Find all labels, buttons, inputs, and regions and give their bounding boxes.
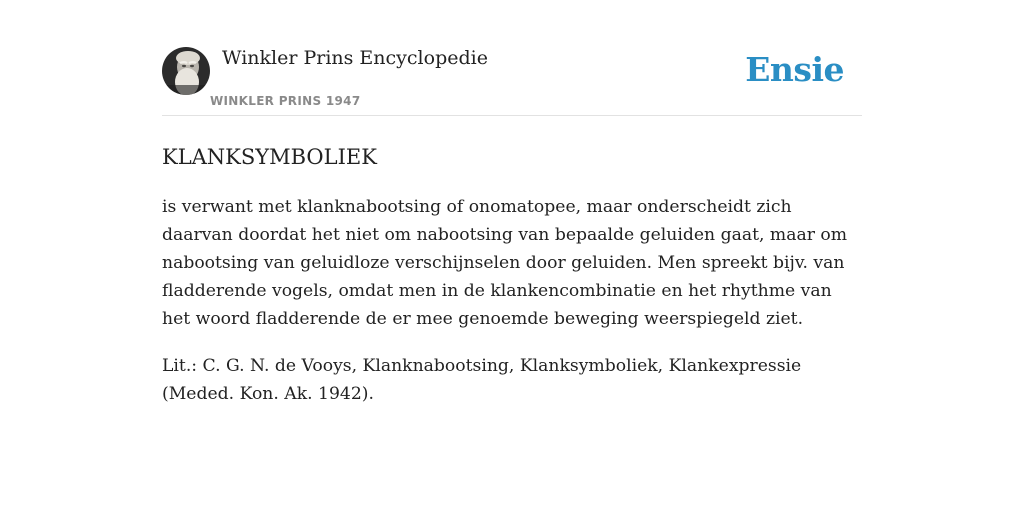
entry-literature: Lit.: C. G. N. de Vooys, Klanknabootsing, Klanksymboliek, Klankexpressie (Meded. Kon. Ak. 1942). (162, 356, 802, 404)
source-edition[interactable]: WINKLER PRINS 1947 (210, 94, 361, 108)
entry-header (162, 46, 862, 116)
source-title[interactable]: Winkler Prins Encyclopedie (222, 47, 488, 69)
entry-title: KLANKSYMBOLIEK (162, 145, 377, 169)
bearded-man-portrait-icon (162, 47, 210, 95)
entry-body: is verwant met klanknabootsing of onomatopee, maar onderscheidt zich daarvan doordat het niet om nabootsing van bepaalde geluiden gaat, maar om nabootsing van geluidloze verschijnselen door geluiden. Men spreekt bijv. van fladderende vogels, omdat men in de klankencombinatie en het rhythme van het woord fladderende de er mee genoemde beweging weerspiegeld ziet. (162, 197, 848, 329)
avatar[interactable] (162, 47, 210, 95)
ensie-logo[interactable]: Ensie (745, 50, 844, 89)
page (162, 0, 862, 408)
